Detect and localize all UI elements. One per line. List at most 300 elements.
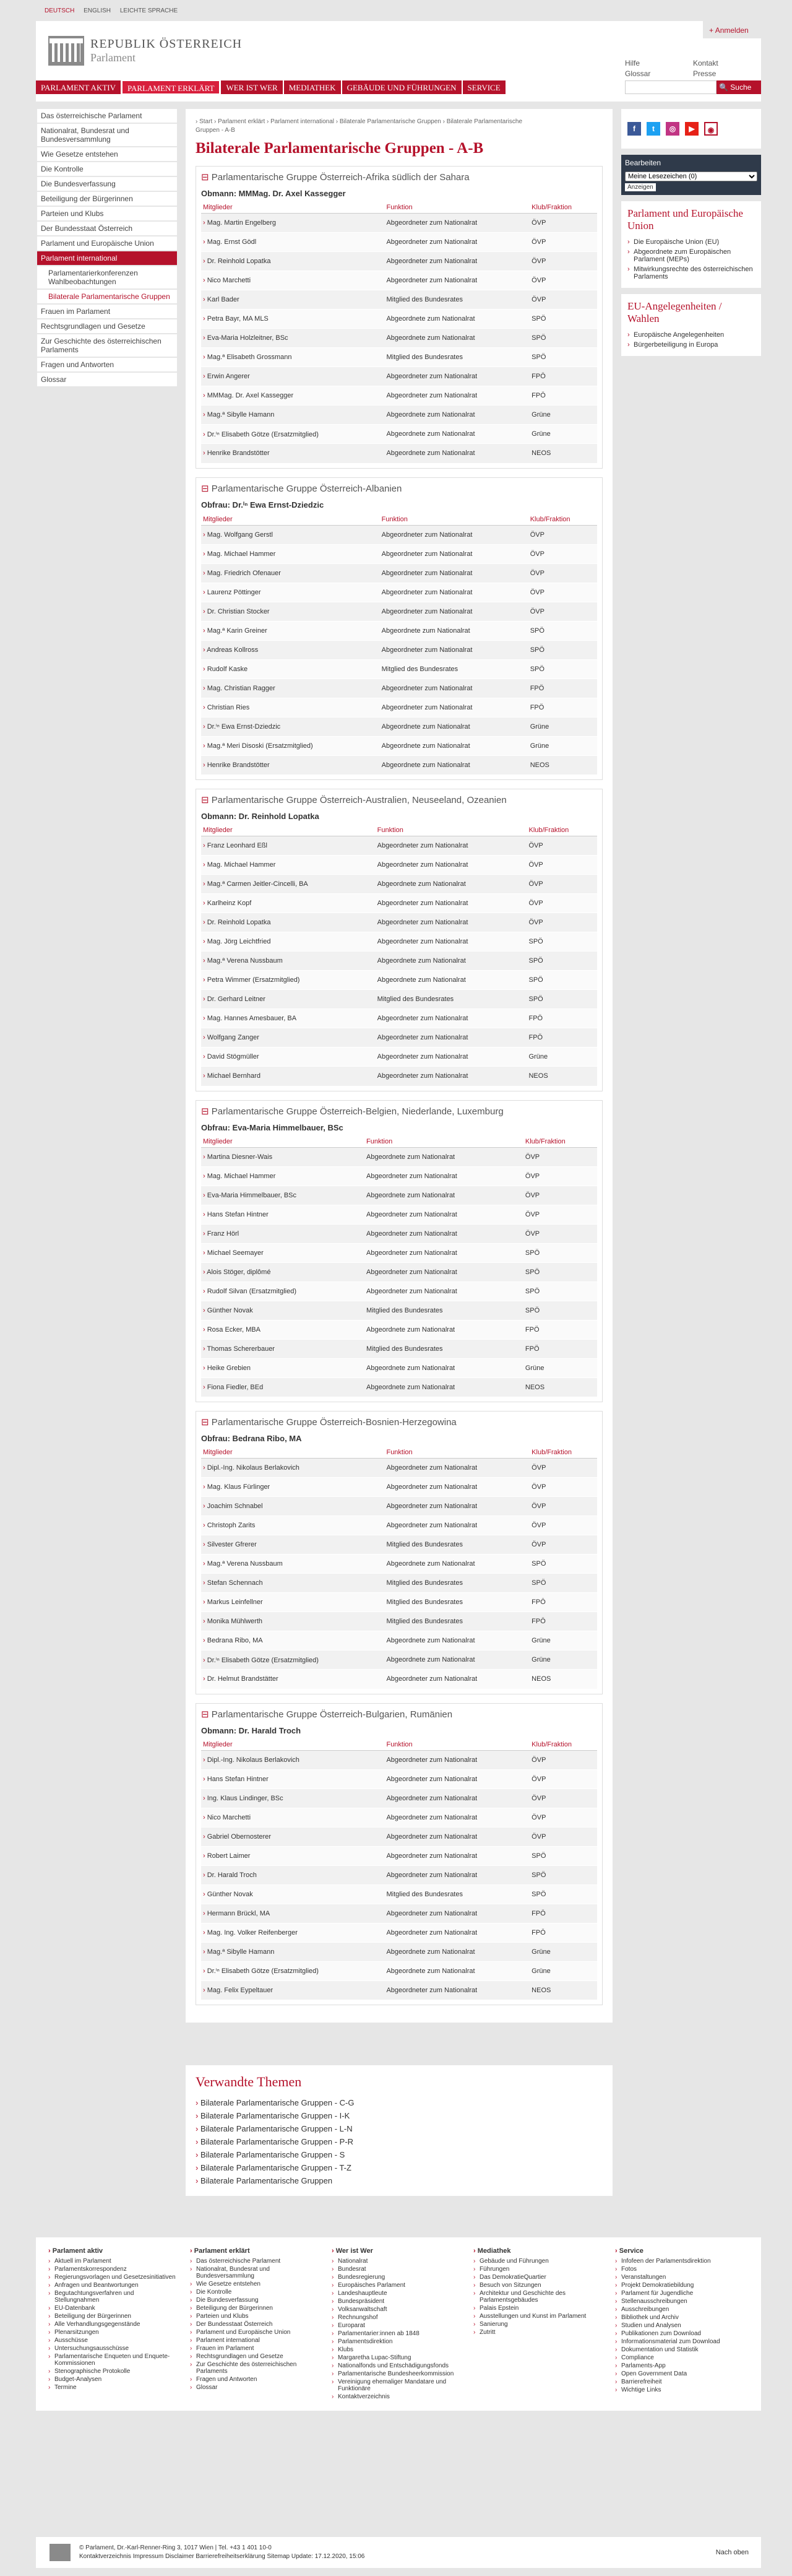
- member-function: Abgeordneter zum Nationalrat: [384, 214, 530, 233]
- nav-wer-ist-wer[interactable]: WER IST WER: [221, 80, 282, 94]
- footer-link[interactable]: › Ausstellungen und Kunst im Parlament: [473, 2312, 603, 2320]
- related-link[interactable]: › Bilaterale Parlamentarische Gruppen - I-K: [196, 2109, 603, 2122]
- footer-heading[interactable]: › Parlament aktiv: [48, 2247, 178, 2255]
- member-party: Grüne: [530, 1942, 597, 1961]
- footer-link[interactable]: › Nationalfonds und Entschädigungsfonds: [332, 2362, 461, 2370]
- nav-parlament-aktiv[interactable]: PARLAMENT AKTIV: [36, 80, 121, 94]
- table-row: [201, 1631, 597, 1650]
- member-name[interactable]: › Michael Seemayer: [201, 1243, 364, 1262]
- member-name[interactable]: › Dipl.-Ing. Nikolaus Berlakovich: [201, 1750, 384, 1769]
- member-function: Abgeordnete zum Nationalrat: [364, 1377, 523, 1397]
- member-party: ÖVP: [530, 1516, 597, 1535]
- sidebar-item[interactable]: Parlament und Europäische Union: [37, 236, 177, 251]
- search-bar: [625, 80, 761, 94]
- member-name[interactable]: › Günther Novak: [201, 1884, 384, 1904]
- footer-link[interactable]: › Klubs: [332, 2346, 461, 2354]
- member-name[interactable]: › Alois Stöger, diplômé: [201, 1262, 364, 1281]
- back-to-top[interactable]: Nach oben: [715, 2549, 749, 2556]
- sidebar-item[interactable]: Der Bundesstaat Österreich: [37, 222, 177, 236]
- footer-link[interactable]: › Dokumentation und Statistik: [615, 2346, 744, 2354]
- member-name[interactable]: › Dr. Christian Stocker: [201, 602, 380, 621]
- sidebar-item[interactable]: Wie Gesetze entstehen: [37, 147, 177, 162]
- language-switch: [45, 7, 185, 14]
- group-chair: Obmann: Dr. Harald Troch: [201, 1725, 301, 1735]
- help-link[interactable]: Hilfe: [625, 59, 640, 67]
- member-name[interactable]: › Mag.ª Meri Disoski (Ersatzmitglied): [201, 736, 380, 755]
- sidebar-subitem[interactable]: Parlamentarierkonferenzen Wahlbeobachtungen: [37, 266, 177, 290]
- utility-links-1: [625, 58, 650, 79]
- footer-link[interactable]: › Das DemokratieQuartier: [473, 2273, 603, 2281]
- member-name[interactable]: › Eva-Maria Holzleitner, BSc: [201, 329, 384, 348]
- table-header[interactable]: Klub/Fraktion: [528, 514, 597, 526]
- lang-easy[interactable]: LEICHTE SPRACHE: [119, 7, 178, 14]
- contact-link[interactable]: Kontakt: [693, 59, 718, 67]
- lang-en[interactable]: ENGLISH: [84, 7, 111, 14]
- app-icon[interactable]: ◉: [704, 122, 718, 136]
- member-name[interactable]: › Mag. Wolfgang Gerstl: [201, 525, 380, 544]
- footer-link[interactable]: › Parlaments-App: [615, 2362, 744, 2370]
- footer-link[interactable]: › Frauen im Parlament: [190, 2344, 319, 2353]
- footer-link[interactable]: › EU-Datenbank: [48, 2304, 178, 2312]
- table-row: [201, 1358, 597, 1377]
- table-header[interactable]: Mitglieder: [201, 514, 380, 526]
- related-link[interactable]: › Bilaterale Parlamentarische Gruppen - C-G: [196, 2096, 603, 2109]
- footer-link[interactable]: › Gebäude und Führungen: [473, 2257, 603, 2265]
- footer-link[interactable]: › Architektur und Geschichte des Parlamentsgebäudes: [473, 2289, 603, 2304]
- instagram-icon[interactable]: ◎: [666, 122, 679, 136]
- group-title[interactable]: ⊟ Parlamentarische Gruppe Österreich-Albanien: [201, 483, 597, 494]
- member-name[interactable]: › Dr. Helmut Brandstätter: [201, 1670, 384, 1689]
- member-name[interactable]: › Stefan Schennach: [201, 1574, 384, 1593]
- lang-de[interactable]: DEUTSCH: [45, 7, 75, 14]
- footer-link[interactable]: › Anfragen und Beantwortungen: [48, 2281, 178, 2289]
- footer-link[interactable]: › Parlamentskorrespondenz: [48, 2265, 178, 2273]
- footer-column: [467, 2247, 609, 2401]
- member-party: ÖVP: [530, 1459, 597, 1478]
- footer-link[interactable]: › Parlament international: [190, 2336, 319, 2344]
- member-name[interactable]: › Dr. Reinhold Lopatka: [201, 913, 376, 932]
- member-name[interactable]: › Mag. Hannes Amesbauer, BA: [201, 1009, 376, 1028]
- member-name[interactable]: › Dr. Reinhold Lopatka: [201, 252, 384, 271]
- member-name[interactable]: › Dr.ⁱⁿ Elisabeth Götze (Ersatzmitglied): [201, 1650, 384, 1670]
- footer-heading[interactable]: › Mediathek: [473, 2247, 603, 2255]
- member-name[interactable]: › Mag.ª Sibylle Hamann: [201, 405, 384, 425]
- member-function: Abgeordnete zum Nationalrat: [384, 1650, 530, 1670]
- footer-link[interactable]: › Beteiligung der Bürgerinnen: [48, 2312, 178, 2320]
- footer-link[interactable]: › Europarat: [332, 2322, 461, 2330]
- footer-link[interactable]: › Bundespräsident: [332, 2297, 461, 2305]
- footer-link[interactable]: › Das österreichische Parlament: [190, 2257, 319, 2265]
- member-name[interactable]: › Mag. Michael Hammer: [201, 544, 380, 563]
- footer-link[interactable]: › Vereinigung ehemaliger Mandatare und Funktionäre: [332, 2378, 461, 2393]
- member-function: Abgeordnete zum Nationalrat: [384, 1942, 530, 1961]
- glossary-link[interactable]: Glossar: [625, 69, 651, 78]
- footer-link[interactable]: › Ausschreibungen: [615, 2305, 744, 2314]
- member-name[interactable]: › Dipl.-Ing. Nikolaus Berlakovich: [201, 1459, 384, 1478]
- member-party: SPÖ: [527, 932, 597, 952]
- member-name[interactable]: › Mag. Friedrich Ofenauer: [201, 563, 380, 583]
- header: [36, 21, 761, 102]
- related-link[interactable]: › Bilaterale Parlamentarische Gruppen - T-Z: [196, 2161, 603, 2174]
- member-name[interactable]: › Christoph Zarits: [201, 1516, 384, 1535]
- eu-link[interactable]: › Abgeordnete zum Europäischen Parlament (MEPs): [627, 247, 755, 264]
- member-name[interactable]: › David Stögmüller: [201, 1047, 376, 1067]
- member-name[interactable]: › Mag.ª Sibylle Hamann: [201, 1942, 384, 1961]
- logo[interactable]: [48, 36, 242, 66]
- member-party: SPÖ: [528, 659, 597, 679]
- facebook-icon[interactable]: f: [627, 122, 641, 136]
- member-name[interactable]: › Mag.ª Elisabeth Grossmann: [201, 348, 384, 367]
- member-function: Abgeordneter zum Nationalrat: [384, 1789, 530, 1808]
- table-header[interactable]: Klub/Fraktion: [530, 202, 597, 214]
- footer-link[interactable]: › Beteiligung der Bürgerinnen: [190, 2304, 319, 2312]
- table-row: [201, 1067, 597, 1086]
- member-name[interactable]: › Franz Hörl: [201, 1224, 364, 1243]
- sidebar-item[interactable]: Nationalrat, Bundesrat und Bundesversammlung: [37, 124, 177, 147]
- sidebar-item[interactable]: Die Kontrolle: [37, 162, 177, 177]
- member-name[interactable]: › Petra Wimmer (Ersatzmitglied): [201, 971, 376, 990]
- sidebar-item[interactable]: Rechtsgrundlagen und Gesetze: [37, 319, 177, 334]
- member-function: Abgeordneter zum Nationalrat: [384, 1497, 530, 1516]
- eu-elections-link[interactable]: › Europäische Angelegenheiten: [627, 330, 755, 340]
- footer-link[interactable]: › Studien und Analysen: [615, 2322, 744, 2330]
- sidebar-item[interactable]: Beteiligung der Bürgerinnen: [37, 192, 177, 207]
- member-name[interactable]: › Mag. Michael Hammer: [201, 856, 376, 875]
- footer-link[interactable]: › Plenarsitzungen: [48, 2328, 178, 2336]
- member-name[interactable]: › Monika Mühlwerth: [201, 1612, 384, 1631]
- footer-link[interactable]: › Parlamentarier:innen ab 1848: [332, 2330, 461, 2338]
- member-name[interactable]: › Mag. Ernst Gödl: [201, 233, 384, 252]
- member-name[interactable]: › Mag. Ing. Volker Reifenberger: [201, 1923, 384, 1942]
- member-name[interactable]: › Karlheinz Kopf: [201, 894, 376, 913]
- footer-link[interactable]: › Fragen und Antworten: [190, 2375, 319, 2383]
- sidebar-item[interactable]: Das österreichische Parlament: [37, 109, 177, 124]
- member-party: SPÖ: [530, 348, 597, 367]
- nav-service[interactable]: SERVICE: [463, 80, 506, 94]
- footer-link[interactable]: › Wie Gesetze entstehen: [190, 2280, 319, 2288]
- member-name[interactable]: › Fiona Fiedler, BEd: [201, 1377, 364, 1397]
- search-input[interactable]: [625, 80, 717, 94]
- footer-link[interactable]: › Budget-Analysen: [48, 2375, 178, 2383]
- nav-mediathek[interactable]: MEDIATHEK: [284, 80, 341, 94]
- footer-link[interactable]: › Wichtige Links: [615, 2386, 744, 2394]
- member-name[interactable]: › Mag.ª Verena Nussbaum: [201, 952, 376, 971]
- member-name[interactable]: › Hermann Brückl, MA: [201, 1904, 384, 1923]
- nav-parlament-erklaert[interactable]: PARLAMENT ERKLÄRT: [122, 80, 220, 94]
- footer-link[interactable]: › Ausschüsse: [48, 2336, 178, 2344]
- table-header[interactable]: Mitglieder: [201, 825, 376, 836]
- table-row: [201, 659, 597, 679]
- member-name[interactable]: › Bedrana Ribo, MA: [201, 1631, 384, 1650]
- member-name[interactable]: › Heike Grebien: [201, 1358, 364, 1377]
- footer-link[interactable]: › Parlamentarische Bundesheerkommission: [332, 2370, 461, 2378]
- footer-link[interactable]: › Rechtsgrundlagen und Gesetze: [190, 2353, 319, 2361]
- footer-link[interactable]: › Veranstaltungen: [615, 2273, 744, 2281]
- edit-label: Bearbeiten: [625, 158, 661, 167]
- member-name[interactable]: › Dr. Gerhard Leitner: [201, 990, 376, 1009]
- member-name[interactable]: › Petra Bayr, MA MLS: [201, 310, 384, 329]
- member-name[interactable]: › Thomas Schererbauer: [201, 1339, 364, 1358]
- footer-link[interactable]: › Projekt Demokratiebildung: [615, 2281, 744, 2289]
- footer-link[interactable]: › Parlamentsdirektion: [332, 2338, 461, 2346]
- member-name[interactable]: › Mag. Christian Ragger: [201, 679, 380, 698]
- member-name[interactable]: › Hans Stefan Hintner: [201, 1769, 384, 1789]
- member-name[interactable]: › Martina Diesner-Wais: [201, 1147, 364, 1166]
- table-header[interactable]: Funktion: [364, 1136, 523, 1148]
- member-party: FPÖ: [530, 1904, 597, 1923]
- sidebar-subitem[interactable]: Bilaterale Parlamentarische Gruppen: [37, 290, 177, 305]
- member-name[interactable]: › Wolfgang Zanger: [201, 1028, 376, 1047]
- member-name[interactable]: › Dr.ⁱⁿ Elisabeth Götze (Ersatzmitglied): [201, 1961, 384, 1980]
- member-name[interactable]: › Andreas Kollross: [201, 640, 380, 659]
- member-function: Abgeordneter zum Nationalrat: [384, 1769, 530, 1789]
- footer-link[interactable]: › Stellenausschreibungen: [615, 2297, 744, 2305]
- sidebar-item[interactable]: Glossar: [37, 373, 177, 388]
- member-name[interactable]: › Henrike Brandstötter: [201, 444, 384, 463]
- table-header[interactable]: Mitglieder: [201, 202, 384, 214]
- table-header[interactable]: Mitglieder: [201, 1136, 364, 1148]
- footer-link[interactable]: › Zur Geschichte des österreichischen Parlaments: [190, 2361, 319, 2375]
- bookmark-select[interactable]: [625, 171, 757, 181]
- footer-link[interactable]: › Glossar: [190, 2383, 319, 2392]
- member-party: SPÖ: [530, 1865, 597, 1884]
- sidebar-item[interactable]: Die Bundesverfassung: [37, 177, 177, 192]
- group-title[interactable]: ⊟ Parlamentarische Gruppe Österreich-Belgien, Niederlande, Luxemburg: [201, 1106, 597, 1117]
- footer-link[interactable]: › Besuch von Sitzungen: [473, 2281, 603, 2289]
- footer-link[interactable]: › Rechnungshof: [332, 2314, 461, 2322]
- member-name[interactable]: › Rudolf Silvan (Ersatzmitglied): [201, 1281, 364, 1301]
- member-party: SPÖ: [523, 1243, 597, 1262]
- table-header[interactable]: Funktion: [384, 202, 530, 214]
- footer-link[interactable]: › Bundesregierung: [332, 2273, 461, 2281]
- member-name[interactable]: › Silvester Gfrerer: [201, 1535, 384, 1555]
- member-name[interactable]: › Erwin Angerer: [201, 367, 384, 386]
- footer-link[interactable]: › Die Kontrolle: [190, 2288, 319, 2296]
- member-name[interactable]: › Markus Leinfellner: [201, 1593, 384, 1612]
- member-party: ÖVP: [530, 214, 597, 233]
- footer-link[interactable]: › Parlamentarische Enqueten und Enquete-Kommissionen: [48, 2353, 178, 2367]
- table-row: [201, 1377, 597, 1397]
- eu-link[interactable]: › Die Europäische Union (EU): [627, 237, 755, 247]
- member-name[interactable]: › Laurenz Pöttinger: [201, 583, 380, 602]
- footer-link[interactable]: › Kontaktverzeichnis: [332, 2393, 461, 2401]
- member-function: Abgeordneter zum Nationalrat: [364, 1281, 523, 1301]
- related-link[interactable]: › Bilaterale Parlamentarische Gruppen - P-R: [196, 2135, 603, 2148]
- footer-heading[interactable]: › Wer ist Wer: [332, 2247, 461, 2255]
- footer-link[interactable]: › Bundesrat: [332, 2265, 461, 2273]
- footer-link[interactable]: › Führungen: [473, 2265, 603, 2273]
- member-name[interactable]: › Mag. Felix Eypeltauer: [201, 1980, 384, 2000]
- member-party: ÖVP: [530, 233, 597, 252]
- group-title[interactable]: ⊟ Parlamentarische Gruppe Österreich-Afrika südlich der Sahara: [201, 171, 597, 183]
- eu-elections-link[interactable]: › Bürgerbeteiligung in Europa: [627, 340, 755, 350]
- table-row: [201, 1769, 597, 1789]
- table-header[interactable]: Mitglieder: [201, 1739, 384, 1751]
- table-header[interactable]: Funktion: [376, 825, 527, 836]
- member-party: FPÖ: [530, 367, 597, 386]
- footer-link[interactable]: › Volksanwaltschaft: [332, 2305, 461, 2314]
- footer-link[interactable]: › Zutritt: [473, 2328, 603, 2336]
- twitter-icon[interactable]: t: [647, 122, 660, 136]
- member-name[interactable]: › Nico Marchetti: [201, 1808, 384, 1827]
- footer-link[interactable]: › Fotos: [615, 2265, 744, 2273]
- table-header[interactable]: Klub/Fraktion: [530, 1739, 597, 1751]
- table-header[interactable]: Klub/Fraktion: [530, 1447, 597, 1459]
- member-name[interactable]: › Mag.ª Carmen Jeitler-Cincelli, BA: [201, 875, 376, 894]
- members-table: [201, 202, 597, 463]
- group-title[interactable]: ⊟ Parlamentarische Gruppe Österreich-Bosnien-Herzegowina: [201, 1416, 597, 1428]
- footer-link[interactable]: › Parlament und Europäische Union: [190, 2328, 319, 2336]
- member-name[interactable]: › Dr. Harald Troch: [201, 1865, 384, 1884]
- member-party: Grüne: [528, 736, 597, 755]
- footer-link[interactable]: › Die Bundesverfassung: [190, 2296, 319, 2304]
- related-link[interactable]: › Bilaterale Parlamentarische Gruppen: [196, 2174, 603, 2187]
- table-row: [201, 1980, 597, 2000]
- member-name[interactable]: › Mag. Martin Engelberg: [201, 214, 384, 233]
- search-button[interactable]: 🔍 Suche: [717, 80, 761, 94]
- sidebar-item[interactable]: Parlament international: [37, 251, 177, 266]
- member-name[interactable]: › Günther Novak: [201, 1301, 364, 1320]
- sidebar-item[interactable]: Fragen und Antworten: [37, 358, 177, 373]
- footer-link[interactable]: › Nationalrat: [332, 2257, 461, 2265]
- member-name[interactable]: › Karl Bader: [201, 290, 384, 310]
- sidebar-item[interactable]: Frauen im Parlament: [37, 305, 177, 319]
- footer-link[interactable]: › Regierungsvorlagen und Gesetzesinitiativen: [48, 2273, 178, 2281]
- table-row: [201, 1478, 597, 1497]
- youtube-icon[interactable]: ▶: [685, 122, 699, 136]
- member-function: Abgeordneter zum Nationalrat: [376, 894, 527, 913]
- footer-link[interactable]: › Nationalrat, Bundesrat und Bundesversammlung: [190, 2265, 319, 2280]
- footer-link[interactable]: › Der Bundesstaat Österreich: [190, 2320, 319, 2328]
- table-row: [201, 1262, 597, 1281]
- member-function: Mitglied des Bundesrates: [384, 290, 530, 310]
- group-title[interactable]: ⊟ Parlamentarische Gruppe Österreich-Bulgarien, Rumänien: [201, 1709, 597, 1720]
- related-topics: [186, 2065, 613, 2196]
- footer-link[interactable]: › Untersuchungsausschüsse: [48, 2344, 178, 2353]
- table-header[interactable]: Funktion: [384, 1739, 530, 1751]
- member-name[interactable]: › Mag. Michael Hammer: [201, 1166, 364, 1186]
- footer-link[interactable]: › Begutachtungsverfahren und Stellungnahmen: [48, 2289, 178, 2304]
- address: © Parlament, Dr.-Karl-Renner-Ring 3, 1017 Wien | Tel. +43 1 401 10-0: [79, 2544, 272, 2551]
- footer-link[interactable]: › Termine: [48, 2383, 178, 2392]
- table-row: [201, 386, 597, 405]
- member-function: Abgeordnete zum Nationalrat: [364, 1320, 523, 1339]
- table-row: [201, 271, 597, 290]
- footer-link[interactable]: › Open Government Data: [615, 2370, 744, 2378]
- member-name[interactable]: › Ing. Klaus Lindinger, BSc: [201, 1789, 384, 1808]
- member-name[interactable]: › Mag. Klaus Fürlinger: [201, 1478, 384, 1497]
- sidebar-item[interactable]: Zur Geschichte des österreichischen Parlaments: [37, 334, 177, 358]
- member-name[interactable]: › Robert Laimer: [201, 1846, 384, 1865]
- member-name[interactable]: › Gabriel Obernosterer: [201, 1827, 384, 1846]
- footer-heading[interactable]: › Service: [615, 2247, 744, 2255]
- member-party: Grüne: [530, 1650, 597, 1670]
- member-name[interactable]: › Michael Bernhard: [201, 1067, 376, 1086]
- footer-link[interactable]: › Landeshauptleute: [332, 2289, 461, 2297]
- table-header[interactable]: Mitglieder: [201, 1447, 384, 1459]
- top-bar: [0, 0, 792, 21]
- footer-link[interactable]: › Alle Verhandlungsgegenstände: [48, 2320, 178, 2328]
- related-link[interactable]: › Bilaterale Parlamentarische Gruppen - L-N: [196, 2122, 603, 2135]
- member-function: Abgeordnete zum Nationalrat: [376, 971, 527, 990]
- footer-link[interactable]: › Informationsmaterial zum Download: [615, 2338, 744, 2346]
- footer-link[interactable]: › Bibliothek und Archiv: [615, 2314, 744, 2322]
- table-header[interactable]: Klub/Fraktion: [527, 825, 597, 836]
- member-name[interactable]: › Rosa Ecker, MBA: [201, 1320, 364, 1339]
- footer-link[interactable]: › Aktuell im Parlament: [48, 2257, 178, 2265]
- member-function: Abgeordneter zum Nationalrat: [380, 602, 528, 621]
- eu-link[interactable]: › Mitwirkungsrechte des österreichischen Parlaments: [627, 264, 755, 282]
- table-row: [201, 621, 597, 640]
- table-row: [201, 1750, 597, 1769]
- member-name[interactable]: › Dr.ⁱⁿ Elisabeth Götze (Ersatzmitglied): [201, 425, 384, 444]
- login-button[interactable]: + Anmelden: [703, 21, 761, 38]
- member-name[interactable]: › Dr.ⁱⁿ Ewa Ernst-Dziedzic: [201, 717, 380, 736]
- footer-link[interactable]: › Publikationen zum Download: [615, 2330, 744, 2338]
- member-name[interactable]: › Rudolf Kaske: [201, 659, 380, 679]
- footer-link[interactable]: › Palais Epstein: [473, 2304, 603, 2312]
- table-row: [201, 913, 597, 932]
- member-name[interactable]: › Joachim Schnabel: [201, 1497, 384, 1516]
- footer-link[interactable]: › Sanierung: [473, 2320, 603, 2328]
- member-name[interactable]: › MMMag. Dr. Axel Kassegger: [201, 386, 384, 405]
- member-name[interactable]: › Henrike Brandstötter: [201, 755, 380, 774]
- member-party: NEOS: [530, 1980, 597, 2000]
- sidebar-item[interactable]: Parteien und Klubs: [37, 207, 177, 222]
- table-row: [201, 1147, 597, 1166]
- member-party: ÖVP: [527, 875, 597, 894]
- footer-link[interactable]: › Europäisches Parlament: [332, 2281, 461, 2289]
- member-name[interactable]: › Hans Stefan Hintner: [201, 1205, 364, 1224]
- footer-heading[interactable]: › Parlament erklärt: [190, 2247, 319, 2255]
- footer-link[interactable]: › Margaretha Lupac-Stiftung: [332, 2354, 461, 2362]
- nav-gebaeude[interactable]: GEBÄUDE UND FÜHRUNGEN: [342, 80, 462, 94]
- member-function: Abgeordneter zum Nationalrat: [384, 1478, 530, 1497]
- member-name[interactable]: › Christian Ries: [201, 698, 380, 717]
- footer-link[interactable]: › Infofeen der Parlamentsdirektion: [615, 2257, 744, 2265]
- footer-link[interactable]: › Parlament für Jugendliche: [615, 2289, 744, 2297]
- press-link[interactable]: Presse: [693, 69, 717, 78]
- table-row: [201, 1281, 597, 1301]
- related-link[interactable]: › Bilaterale Parlamentarische Gruppen - S: [196, 2148, 603, 2161]
- member-name[interactable]: › Mag. Jörg Leichtfried: [201, 932, 376, 952]
- table-header[interactable]: Funktion: [380, 514, 528, 526]
- member-party: Grüne: [530, 1961, 597, 1980]
- footer-link[interactable]: › Stenographische Protokolle: [48, 2367, 178, 2375]
- footer-link[interactable]: › Compliance: [615, 2354, 744, 2362]
- member-name[interactable]: › Franz Leonhard Eßl: [201, 836, 376, 856]
- footer-link[interactable]: › Parteien und Klubs: [190, 2312, 319, 2320]
- member-party: Grüne: [530, 405, 597, 425]
- member-function: Abgeordnete zum Nationalrat: [364, 1147, 523, 1166]
- table-header[interactable]: Klub/Fraktion: [523, 1136, 597, 1148]
- member-party: FPÖ: [523, 1320, 597, 1339]
- show-button[interactable]: Anzeigen: [625, 183, 656, 191]
- member-name[interactable]: › Mag.ª Verena Nussbaum: [201, 1555, 384, 1574]
- group-chair: Obfrau: Bedrana Ribo, MA: [201, 1434, 302, 1443]
- bottom-links[interactable]: Kontaktverzeichnis Impressum Disclaimer Barrierefreiheitserklärung Sitemap Update: 17.12.2020, 15:06: [79, 2553, 365, 2560]
- footer-column: [325, 2247, 467, 2401]
- footer-link[interactable]: › Barrierefreiheit: [615, 2378, 744, 2386]
- member-name[interactable]: › Eva-Maria Himmelbauer, BSc: [201, 1186, 364, 1205]
- member-name[interactable]: › Nico Marchetti: [201, 271, 384, 290]
- breadcrumb[interactable]: › Start › Parlament erklärt › Parlament international › Bilaterale Parlamentarische Gruppen › Bilaterale Parlamentarische Gruppen - A-B: [196, 118, 523, 134]
- member-function: Mitglied des Bundesrates: [380, 659, 528, 679]
- member-name[interactable]: › Mag.ª Karin Greiner: [201, 621, 380, 640]
- table-header[interactable]: Funktion: [384, 1447, 530, 1459]
- group-section: [196, 789, 603, 1091]
- group-title[interactable]: ⊟ Parlamentarische Gruppe Österreich-Australien, Neuseeland, Ozeanien: [201, 794, 597, 805]
